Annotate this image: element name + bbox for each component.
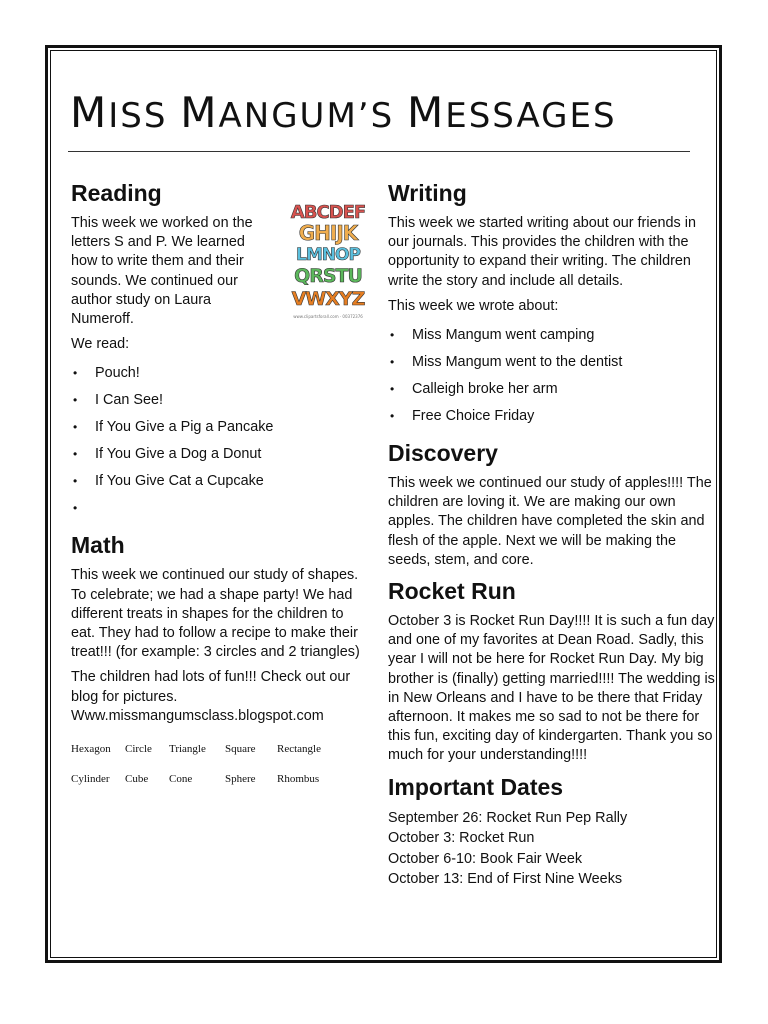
title-word: ANGUM’S: [218, 96, 395, 136]
writing-topic-list: [388, 322, 720, 430]
shape-word: Rhombus: [277, 773, 320, 786]
shape-word: Cylinder: [71, 773, 110, 786]
shape-word: Square: [225, 743, 256, 756]
discovery-section: [388, 438, 720, 570]
writing-section: [388, 178, 720, 430]
alphabet-row: ABCDEF: [290, 202, 366, 223]
list-item: • If You Give Cat a Cupcake: [71, 468, 367, 495]
important-dates-section: [388, 772, 720, 890]
alphabet-illustration: [278, 192, 378, 322]
image-caption: www.clipartsforall.com · 00372376: [293, 314, 363, 319]
date-item: October 13: End of First Nine Weeks: [388, 871, 623, 888]
newsletter-title: [70, 88, 700, 137]
shape-word: Sphere: [225, 773, 256, 786]
list-item: • Miss Mangum went camping: [388, 322, 720, 349]
date-item: October 6-10: Book Fair Week: [388, 850, 583, 867]
discovery-heading: Discovery: [388, 440, 498, 467]
shape-word: Circle: [125, 743, 152, 756]
shape-word: Rectangle: [277, 743, 321, 756]
shape-word: Cone: [169, 773, 193, 786]
rocket-run-heading: Rocket Run: [388, 578, 516, 605]
math-body-2-text: The children had lots of fun!!! Check out our blog for pictures.: [71, 669, 351, 705]
writing-intro: This week we wrote about:: [388, 297, 559, 314]
shape-row: [71, 740, 367, 770]
math-body-2: [71, 668, 367, 726]
list-item: • Miss Mangum went to the dentist: [388, 349, 720, 376]
math-body: This week we continued our study of shapes. To celebrate; we had a shape party! We had different treats in shapes for the children to eat. They had to follow a recipe to make their treat!!! (for example: 3 circles and 2 triangles): [71, 567, 360, 661]
date-item: October 3: Rocket Run: [388, 830, 535, 847]
important-dates-heading: Important Dates: [388, 773, 564, 800]
shape-word: Triangle: [169, 743, 206, 756]
rocket-run-section: [388, 576, 720, 766]
list-item: • Free Choice Friday: [388, 403, 720, 430]
discovery-body: This week we continued our study of apples!!!! The children are loving it. We are making our own apples. The children have completed the skin and flesh of the apple. Next we will be making the seeds, stem, and core.: [388, 475, 712, 568]
list-item: • If You Give a Dog a Donut: [71, 441, 367, 468]
reading-body: This week we worked on the letters S and P. We learned how to write them and their sounds. We continued our author study on Laura Numeroff.: [71, 215, 253, 328]
title-initial: M: [70, 88, 109, 137]
math-section: [71, 530, 367, 800]
math-heading: Math: [71, 532, 125, 559]
right-column: [388, 178, 720, 890]
shape-word: Hexagon: [71, 743, 111, 756]
title-initial: M: [406, 88, 446, 137]
title-word: ISS: [108, 96, 168, 136]
list-item: • Pouch!: [71, 360, 367, 387]
list-item: [71, 495, 367, 522]
reading-intro: We read:: [71, 336, 130, 353]
writing-heading: Writing: [388, 180, 467, 206]
list-item: • I Can See!: [71, 387, 367, 414]
alphabet-row: LMNOP: [296, 245, 360, 265]
writing-body: This week we started writing about our friends in our journals. This provides the children with the opportunity to expand their writing. The children write the story and include all details.: [388, 215, 696, 289]
title-word: ESSAGES: [445, 96, 617, 136]
date-item: September 26: Rocket Run Pep Rally: [388, 809, 628, 826]
title-divider: [68, 151, 690, 152]
left-column: [71, 178, 367, 800]
shape-row: [71, 770, 367, 800]
reading-book-list: [71, 360, 367, 522]
blog-link[interactable]: Www.missmangumsclass.blogspot.com: [71, 707, 324, 724]
alphabet-row: GHIJK: [298, 221, 358, 245]
rocket-run-body: October 3 is Rocket Run Day!!!! It is such a fun day and one of my favorites at Dean Road. Sadly, this year I will not be here for Rocket Run Day. My big brother is (finally) getting married!!!! The wedding is in New Orleans and I have to be there that Friday afternoon. It makes me so sad to not be there for this fun, exciting day of kindergarten. Thank you so much for your understanding!!!!: [388, 613, 715, 764]
shape-word: Cube: [125, 773, 149, 786]
reading-section: [71, 178, 367, 522]
list-item: • If You Give a Pig a Pancake: [71, 414, 367, 441]
alphabet-row: VWXYZ: [291, 288, 365, 310]
shape-word-list: [71, 740, 367, 800]
reading-heading: Reading: [71, 180, 162, 206]
alphabet-row: QRSTU: [294, 265, 362, 287]
title-initial: M: [180, 88, 219, 137]
list-item: • Calleigh broke her arm: [388, 376, 720, 403]
